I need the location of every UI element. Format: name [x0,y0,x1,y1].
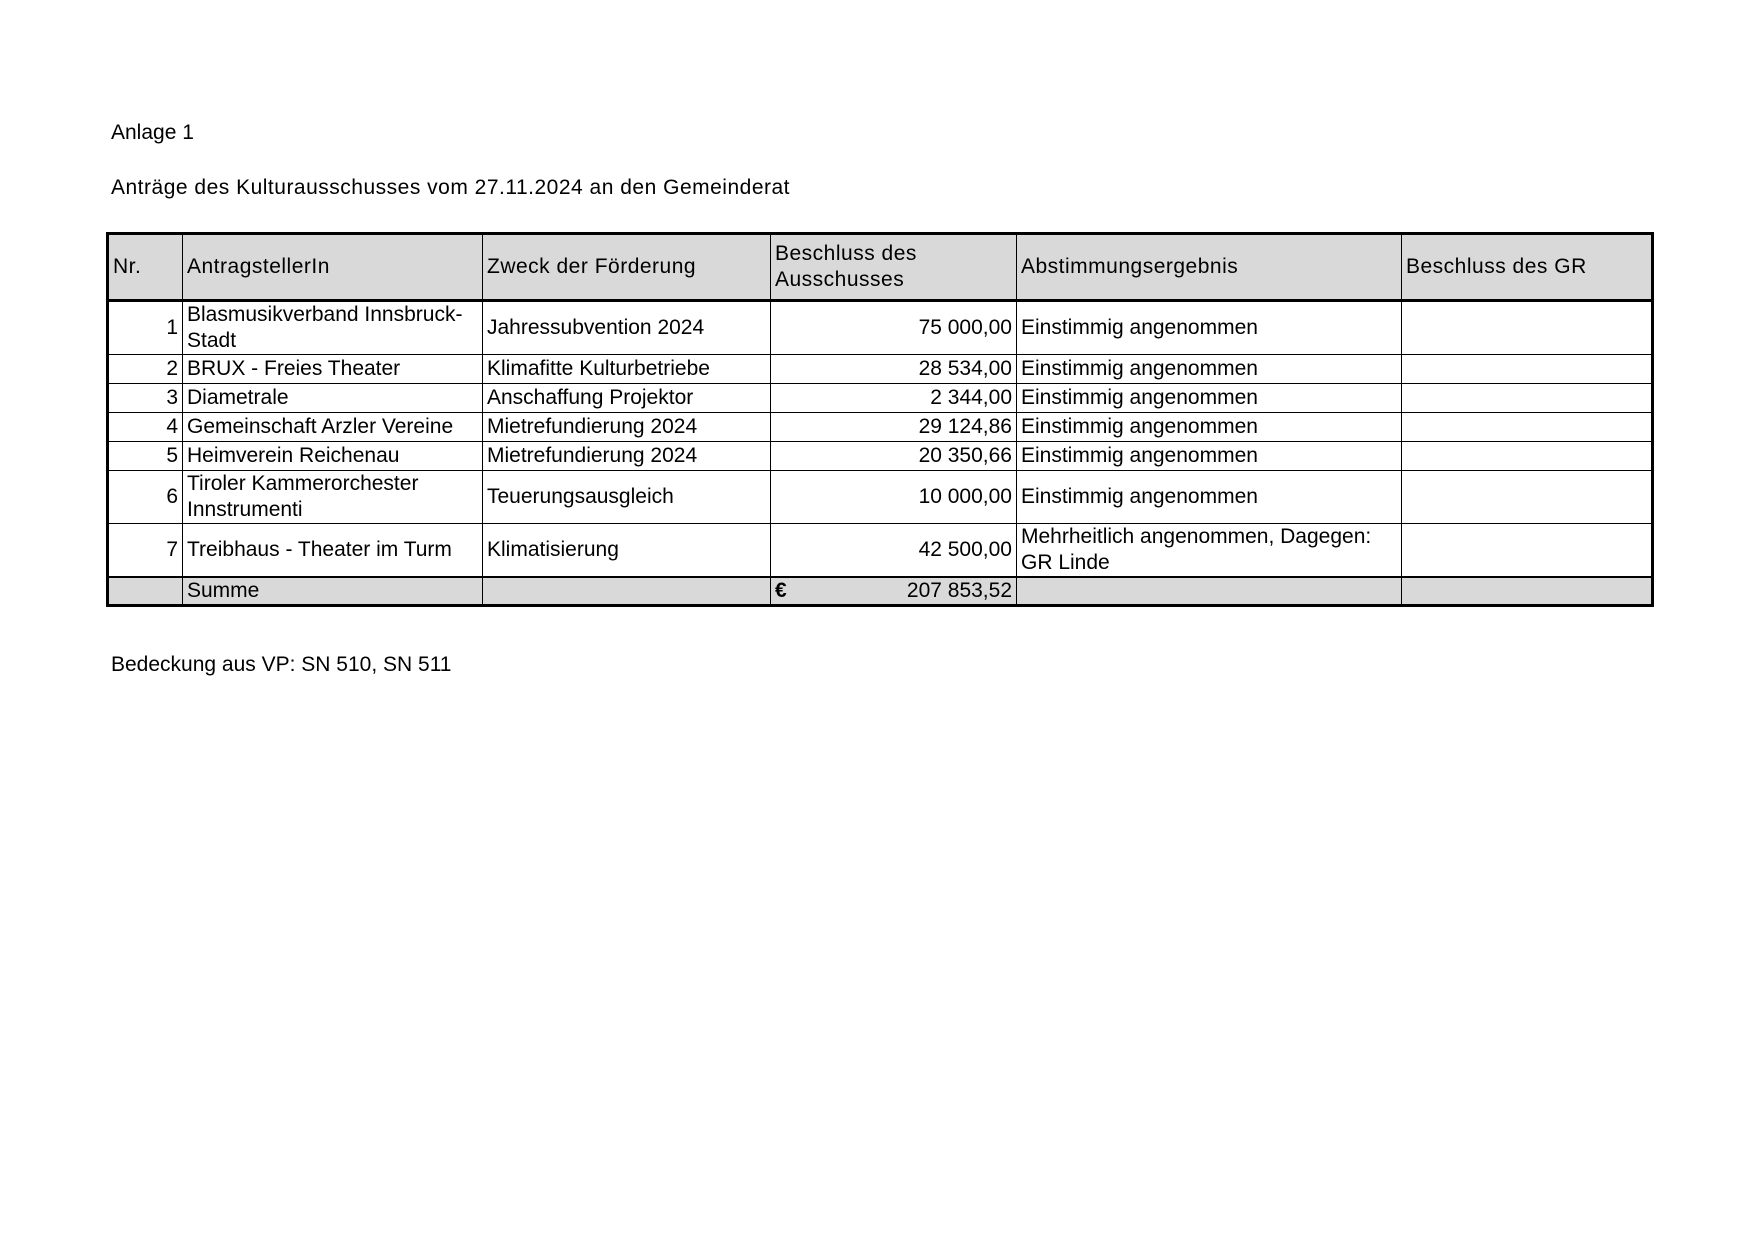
funding-table-container [106,232,1651,607]
cell-vote: Mehrheitlich angenommen, Dagegen: GR Linde [1017,524,1402,578]
cell-nr: 5 [108,442,183,471]
cell-amount: 28 534,00 [771,355,1017,384]
cell-council [1402,442,1653,471]
cell-applicant: Tiroler Kammerorchester Innstrumenti [183,471,483,524]
table-row [108,413,1653,442]
cell-applicant: Gemeinschaft Arzler Vereine [183,413,483,442]
cell-amount: 29 124,86 [771,413,1017,442]
cell-amount: 10 000,00 [771,471,1017,524]
cell-nr: 1 [108,301,183,355]
cell-council [1402,301,1653,355]
cell-council [1402,355,1653,384]
sum-label: Summe [183,577,483,606]
sum-amount: 207 853,52 [906,579,1012,602]
euro-symbol: € [775,579,787,602]
table-row [108,524,1653,578]
sum-nr-empty [108,577,183,606]
cell-vote: Einstimmig angenommen [1017,301,1402,355]
table-row [108,301,1653,355]
cell-purpose: Mietrefundierung 2024 [483,442,771,471]
cell-nr: 7 [108,524,183,578]
cell-council [1402,471,1653,524]
cell-amount: 2 344,00 [771,384,1017,413]
sum-amount-cell [771,577,1017,606]
table-row [108,471,1653,524]
cell-amount: 75 000,00 [771,301,1017,355]
cell-purpose: Anschaffung Projektor [483,384,771,413]
header-vote-result: Abstimmungsergebnis [1017,234,1402,301]
cell-amount: 42 500,00 [771,524,1017,578]
table-header-row [108,234,1653,301]
table-row [108,442,1653,471]
cell-purpose: Mietrefundierung 2024 [483,413,771,442]
cell-applicant: Diametrale [183,384,483,413]
cell-council [1402,524,1653,578]
table-row [108,384,1653,413]
header-council-decision: Beschluss des GR [1402,234,1653,301]
cell-vote: Einstimmig angenommen [1017,384,1402,413]
cell-applicant: Treibhaus - Theater im Turm [183,524,483,578]
cell-nr: 3 [108,384,183,413]
header-committee-decision: Beschluss des Ausschusses [771,234,1017,301]
funding-table [106,232,1654,607]
cell-applicant: Heimverein Reichenau [183,442,483,471]
header-purpose: Zweck der Förderung [483,234,771,301]
sum-vote-empty [1017,577,1402,606]
cell-applicant: BRUX - Freies Theater [183,355,483,384]
cell-amount: 20 350,66 [771,442,1017,471]
cell-vote: Einstimmig angenommen [1017,413,1402,442]
cell-purpose: Klimafitte Kulturbetriebe [483,355,771,384]
cell-council [1402,384,1653,413]
table-row [108,355,1653,384]
cell-vote: Einstimmig angenommen [1017,471,1402,524]
cell-nr: 6 [108,471,183,524]
sum-council-empty [1402,577,1653,606]
header-nr: Nr. [108,234,183,301]
cell-purpose: Klimatisierung [483,524,771,578]
coverage-note: Bedeckung aus VP: SN 510, SN 511 [111,653,452,676]
cell-nr: 2 [108,355,183,384]
cell-purpose: Jahressubvention 2024 [483,301,771,355]
cell-vote: Einstimmig angenommen [1017,355,1402,384]
sum-purpose-empty [483,577,771,606]
document-subtitle: Anträge des Kulturausschusses vom 27.11.2024 an den Gemeinderat [111,176,791,199]
annex-label: Anlage 1 [111,121,194,144]
cell-vote: Einstimmig angenommen [1017,442,1402,471]
cell-purpose: Teuerungsausgleich [483,471,771,524]
sum-row [108,577,1653,606]
cell-applicant: Blasmusikverband Innsbruck-Stadt [183,301,483,355]
cell-nr: 4 [108,413,183,442]
cell-council [1402,413,1653,442]
header-applicant: AntragstellerIn [183,234,483,301]
